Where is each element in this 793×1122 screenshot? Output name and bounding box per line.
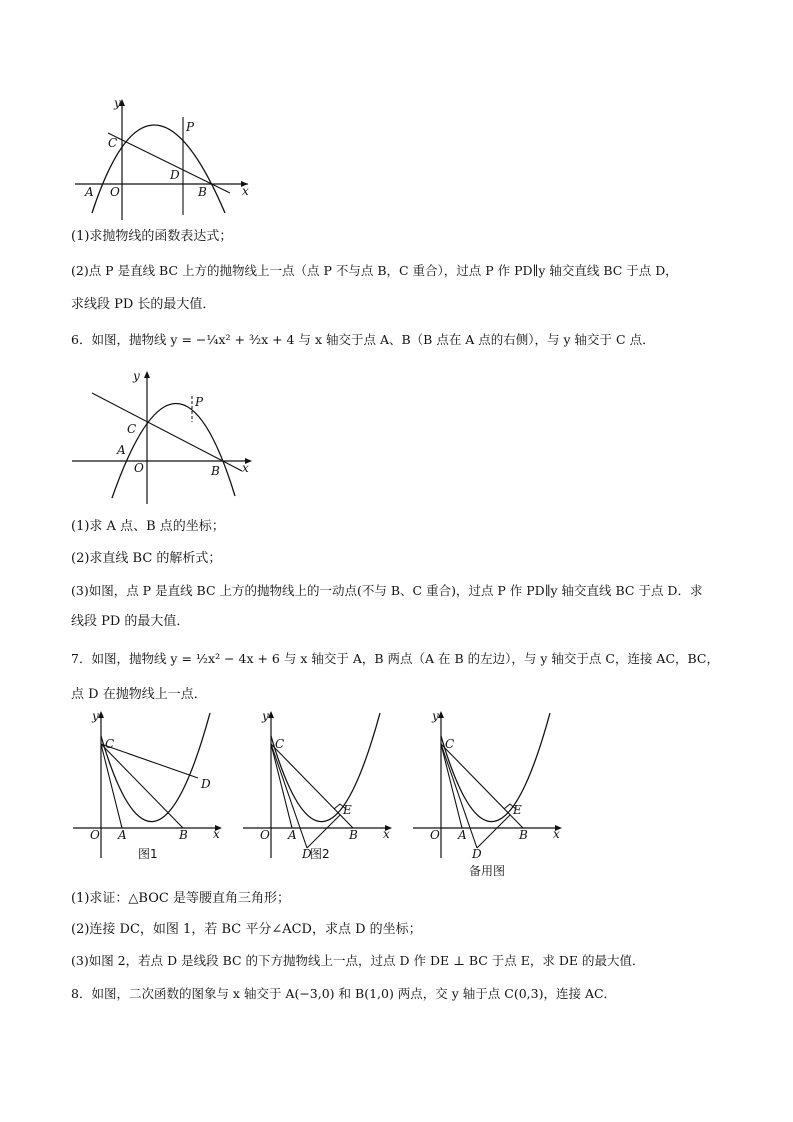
label-o: O <box>430 828 440 842</box>
label-y: y <box>92 709 99 723</box>
parabola <box>271 713 380 822</box>
label-y: y <box>133 369 140 383</box>
q5-figure <box>70 95 250 225</box>
label-b: B <box>198 185 207 199</box>
label-x: x <box>242 184 249 198</box>
q7-part2: (2)连接 DC，如图 1，若 BC 平分∠ACD，求点 D 的坐标； <box>71 922 422 937</box>
q6-part3-cont: 线段 PD 的最大值． <box>71 614 190 629</box>
label-a: A <box>118 828 127 842</box>
q7-part1: (1)求证：△BOC 是等腰直角三角形； <box>71 891 290 906</box>
label-c: C <box>275 737 285 751</box>
label-b: B <box>211 464 220 478</box>
q5-part1: (1)求抛物线的函数表达式； <box>71 229 233 244</box>
label-o: O <box>90 828 100 842</box>
caption-spare-text: 备用图 <box>469 864 506 878</box>
label-x: x <box>213 827 220 841</box>
label-y: y <box>262 709 269 723</box>
label-d: D <box>201 777 211 791</box>
label-o: O <box>134 461 144 475</box>
label-p: P <box>186 120 195 134</box>
label-a: A <box>117 443 126 457</box>
q7-part3: (3)如图 2，若点 D 是线段 BC 的下方抛物线上一点，过点 D 作 DE ⊥ BC 于点 E，求 DE 的最大值． <box>71 953 645 968</box>
label-d: D <box>302 847 312 861</box>
label-x: x <box>242 461 249 475</box>
label-c: C <box>445 737 455 751</box>
label-e: E <box>513 803 522 817</box>
label-a: A <box>288 828 297 842</box>
label-b: B <box>349 828 358 842</box>
label-d: D <box>170 168 180 182</box>
q5-part2: (2)点 P 是直线 BC 上方的抛物线上一点（点 P 不与点 B，C 重合），过点 P 作 PD∥y 轴交直线 BC 于点 D， <box>71 263 678 278</box>
q7-figure-1 <box>70 708 230 863</box>
label-y: y <box>114 96 121 110</box>
label-c: C <box>105 737 115 751</box>
label-p: P <box>195 395 204 409</box>
label-b: B <box>179 828 188 842</box>
label-d: D <box>472 847 482 861</box>
q7-stem-cont: 点 D 在抛物线上一点． <box>71 687 207 702</box>
label-a: A <box>458 828 467 842</box>
label-x: x <box>553 827 560 841</box>
label-e: E <box>343 803 352 817</box>
q7-stem: 7．如图，抛物线 y = ½x² − 4x + 6 与 x 轴交于 A，B 两点（A 在 B 的左边），与 y 轴交于点 C，连接 AC，BC， <box>71 651 719 666</box>
parabola <box>441 713 550 822</box>
q6-part2: (2)求直线 BC 的解析式； <box>71 551 222 566</box>
caption-2: 图2 <box>310 847 330 861</box>
label-a: A <box>85 185 94 199</box>
label-x: x <box>383 827 390 841</box>
q7-figure-2 <box>240 708 400 863</box>
caption-1: 图1 <box>138 847 158 861</box>
parabola <box>112 403 235 498</box>
line-bc <box>92 393 242 471</box>
q6-part3: (3)如图，点 P 是直线 BC 上方的抛物线上的一动点(不与 B、C 重合)，过点 P 作 PD∥y 轴交直线 BC 于点 D．求 <box>71 583 703 598</box>
label-y: y <box>432 709 439 723</box>
q6-stem: 6．如图，抛物线 y = −¼x² + ³⁄₂x + 4 与 x 轴交于点 A、B（B 点在 A 点的右侧），与 y 轴交于 C 点． <box>71 332 655 347</box>
label-o: O <box>260 828 270 842</box>
label-o: O <box>110 185 120 199</box>
q6-part1: (1)求 A 点、B 点的坐标； <box>71 519 225 534</box>
parabola <box>101 713 210 822</box>
label-c: C <box>108 136 118 150</box>
q7-figure-spare <box>410 708 570 863</box>
q8-stem: 8．如图，二次函数的图象与 x 轴交于 A(−3,0) 和 B(1,0) 两点，交 y 轴于点 C(0,3)，连接 AC． <box>71 986 617 1001</box>
label-c: C <box>127 422 137 436</box>
q6-figure <box>70 368 255 508</box>
q5-part2-cont: 求线段 PD 长的最大值． <box>71 297 216 312</box>
label-b: B <box>519 828 528 842</box>
